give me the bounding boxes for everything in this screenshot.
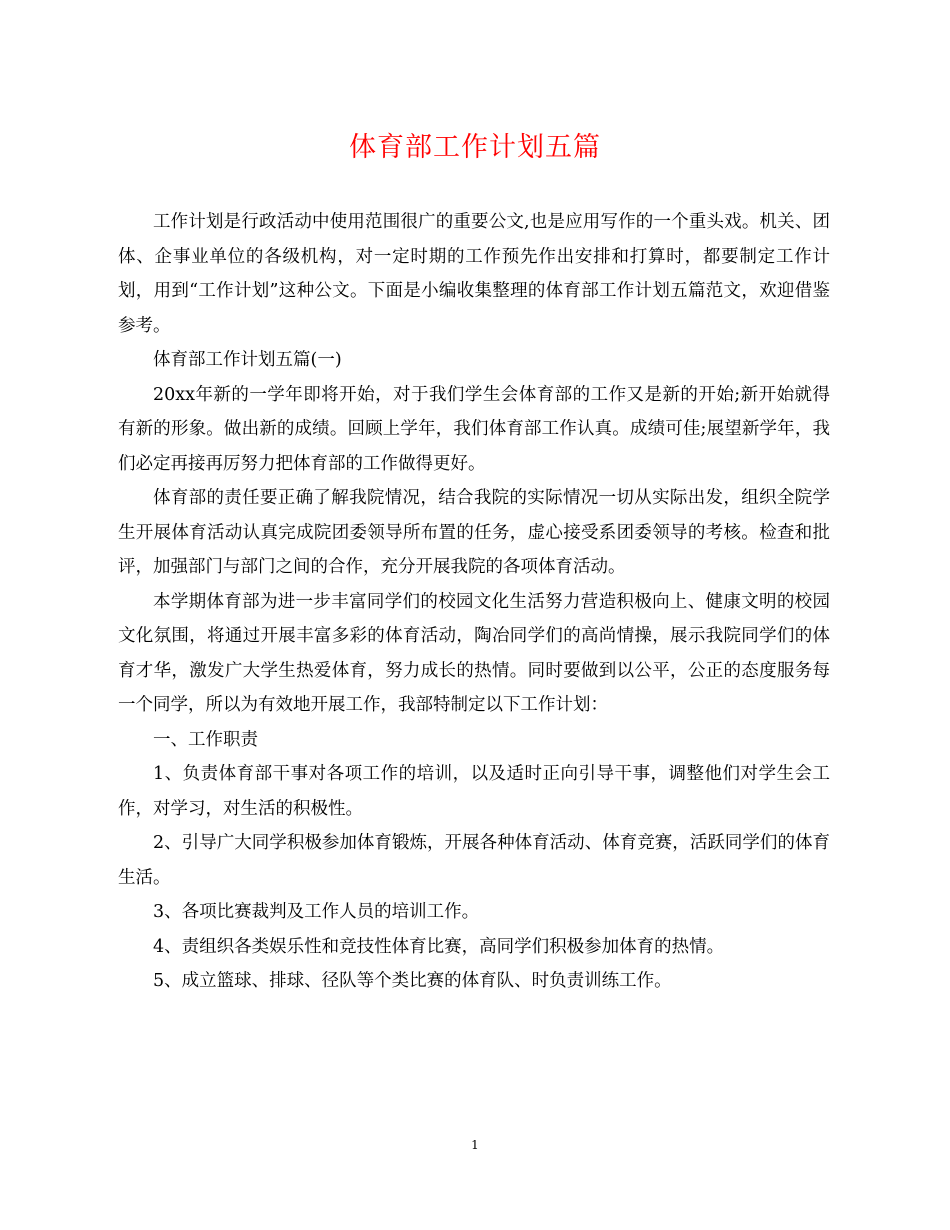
document-title: 体育部工作计划五篇 [349, 132, 601, 163]
list-item: 5、成立篮球、排球、径队等个类比赛的体育队、时负责训练工作。 [153, 971, 672, 991]
section-heading-part-one: 体育部工作计划五篇(一) [153, 350, 342, 370]
list-item: 4、责组织各类娱乐性和竞技性体育比赛，高同学们积极参加体育的热情。 [153, 936, 725, 957]
paragraph-intro: 工作计划是行政活动中使用范围很广的重要公文,也是应用写作的一个重头戏。机关、团体、企事业单位的各级机构，对一定时期的工作预先作出安排和打算时，都要制定工作计划，用到“工作计划”这种公文。下面是小编收集整理的体育部工作计划五篇范文，欢迎借鉴参考。 [118, 212, 830, 336]
paragraph: 本学期体育部为进一步丰富同学们的校园文化生活努力营造积极向上、健康文明的校园文化氛围，将通过开展丰富多彩的体育活动，陶冶同学们的高尚情操，展示我院同学们的体育才华，激发广大学生热爱体育，努力成长的热情。同时要做到以公平，公正的态度服务每一个同学，所以为有效地开展工作，我部特制定以下工作计划： [118, 591, 830, 715]
section-heading-duties: 一、工作职责 [153, 729, 258, 750]
document-body [118, 205, 830, 999]
page-number: 1 [471, 1138, 479, 1152]
paragraph: 20xx年新的一学年即将开始，对于我们学生会体育部的工作又是新的开始;新开始就得有新的形象。做出新的成绩。回顾上学年，我们体育部工作认真。成绩可佳;展望新学年，我们必定再接再厉努力把体育部的工作做得更好。 [118, 384, 830, 474]
list-item: 3、各项比赛裁判及工作人员的培训工作。 [153, 902, 480, 922]
list-item: 2、引导广大同学积极参加体育锻炼，开展各种体育活动、体育竞赛，活跃同学们的体育生活。 [118, 833, 830, 888]
list-item: 1、负责体育部干事对各项工作的培训，以及适时正向引导干事，调整他们对学生会工作，对学习，对生活的积极性。 [118, 764, 830, 819]
paragraph: 体育部的责任要正确了解我院情况，结合我院的实际情况一切从实际出发，组织全院学生开展体育活动认真完成院团委领导所布置的任务，虚心接受系团委领导的考核。检查和批评，加强部门与部门之间的合作，充分开展我院的各项体育活动。 [118, 488, 830, 577]
